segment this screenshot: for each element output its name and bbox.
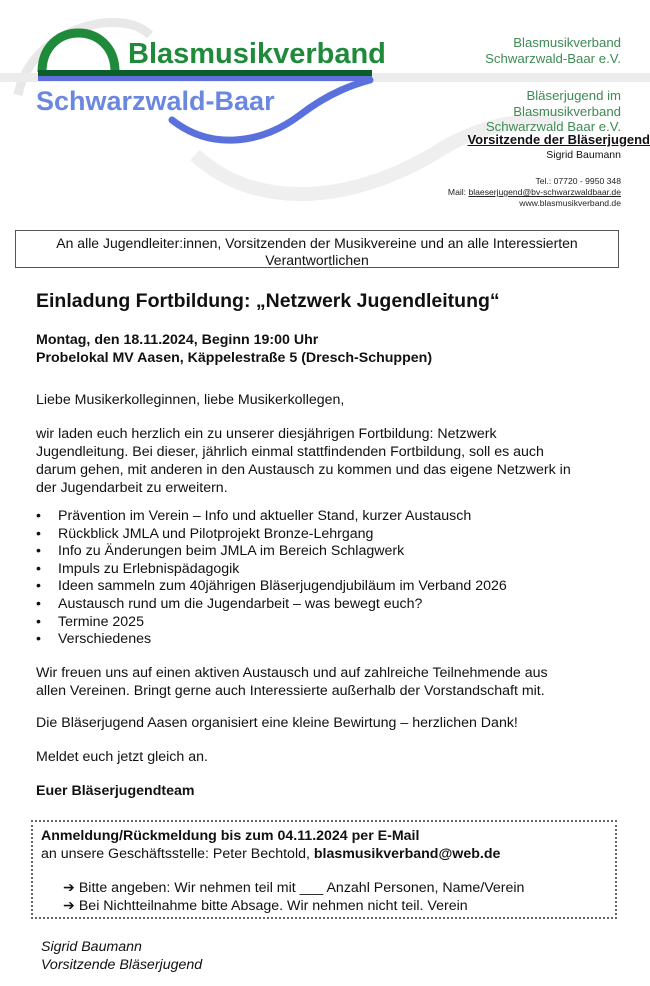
youth-line: Blasmusikverband bbox=[513, 103, 621, 119]
intro-line: Jugendleitung. Bei dieser, jährlich einmal stattfindenden Fortbildung, soll es auch bbox=[36, 444, 544, 460]
youth-address-block bbox=[486, 88, 621, 135]
youth-line: Bläserjugend im bbox=[526, 88, 621, 103]
agenda-list bbox=[36, 508, 507, 649]
signature-role: Vorsitzende Bläserjugend bbox=[41, 957, 203, 973]
recipients-line: An alle Jugendleiter:innen, Vorsitzenden der Musikvereine und an alle Interessierten bbox=[56, 235, 578, 251]
agenda-item-text: Termine 2025 bbox=[58, 613, 144, 630]
contact-mail-link[interactable]: blaeserjugend@bv-schwarzwaldbaar.de bbox=[468, 187, 621, 197]
intro-paragraph bbox=[36, 425, 616, 497]
signature-block bbox=[41, 938, 202, 974]
arrow-right-icon: ➔ bbox=[63, 897, 75, 914]
bullet-icon: • bbox=[36, 508, 41, 524]
arrow-right-icon: ➔ bbox=[63, 880, 75, 896]
contact-block bbox=[448, 176, 621, 209]
team-signature: Euer Bläserjugendteam bbox=[36, 783, 195, 799]
intro-line: darum gehen, mit anderen in den Austausch zu kommen und das eigene Netzwerk in bbox=[36, 462, 571, 478]
agenda-item bbox=[36, 596, 507, 614]
bullet-icon: • bbox=[36, 525, 41, 542]
recipients-box bbox=[15, 230, 619, 268]
agenda-item-text: Prävention im Verein – Info und aktueller Stand, kurzer Austausch bbox=[58, 508, 472, 524]
contact-mail-label: Mail: bbox=[447, 187, 469, 197]
bullet-icon: • bbox=[36, 595, 41, 612]
event-location: Probelokal MV Aasen, Käppelestraße 5 (Dresch-Schuppen) bbox=[36, 350, 433, 366]
bullet-icon: • bbox=[36, 631, 41, 648]
intro-line: der Jugendarbeit zu erweitern. bbox=[36, 480, 228, 496]
intro-line: wir laden euch herzlich ein zu unserer diesjährigen Fortbildung: Netzwerk bbox=[36, 426, 497, 442]
agenda-item bbox=[36, 631, 507, 649]
agenda-item bbox=[36, 508, 507, 526]
registration-item-text: Bei Nichtteilnahme bitte Absage. Wir nehmen nicht teil. Verein bbox=[78, 897, 468, 914]
agenda-item bbox=[36, 543, 507, 561]
agenda-item-text: Austausch rund um die Jugendarbeit – was bewegt euch? bbox=[58, 595, 423, 612]
registration-item bbox=[41, 898, 607, 916]
contact-tel: Tel.: 07720 - 9950 348 bbox=[535, 176, 621, 186]
agenda-item bbox=[36, 561, 507, 579]
registration-item bbox=[41, 880, 607, 898]
registration-email[interactable]: blasmusikverband@web.de bbox=[313, 845, 501, 862]
bullet-icon: • bbox=[36, 613, 41, 630]
logo-text-line2: Schwarzwald-Baar bbox=[36, 86, 275, 116]
logo-text-line1: Blasmusikverband bbox=[128, 38, 386, 70]
signature-name: Sigrid Baumann bbox=[41, 939, 142, 955]
call-to-action: Meldet euch jetzt gleich an. bbox=[36, 749, 208, 765]
event-details bbox=[36, 331, 432, 367]
agenda-item-text: Info zu Änderungen beim JMLA im Bereich Schlagwerk bbox=[58, 543, 405, 560]
agenda-item-text: Rückblick JMLA und Pilotprojekt Bronze-Lehrgang bbox=[58, 525, 374, 542]
agenda-item bbox=[36, 614, 507, 632]
bullet-icon: • bbox=[36, 578, 41, 595]
youth-line: Schwarzwald Baar e.V. bbox=[485, 119, 621, 135]
event-date: Montag, den 18.11.2024, Beginn 19:00 Uhr bbox=[36, 332, 319, 348]
logo-green-bar bbox=[38, 70, 372, 76]
bullet-icon: • bbox=[36, 560, 41, 577]
org-line: Blasmusikverband bbox=[513, 35, 621, 50]
chair-name: Sigrid Baumann bbox=[546, 149, 621, 161]
org-address-block bbox=[485, 35, 621, 66]
closing-paragraph bbox=[36, 664, 616, 700]
page-title: Einladung Fortbildung: „Netzwerk Jugendleitung“ bbox=[36, 290, 500, 312]
agenda-item-text: Ideen sammeln zum 40jährigen Bläserjugendjubiläum im Verband 2026 bbox=[58, 578, 507, 595]
greeting: Liebe Musikerkolleginnen, liebe Musikerkollegen, bbox=[36, 392, 345, 408]
chair-role-heading: Vorsitzende der Bläserjugend bbox=[467, 132, 650, 147]
catering-note: Die Bläserjugend Aasen organisiert eine kleine Bewirtung – herzlichen Dank! bbox=[36, 715, 518, 731]
closing-line: Wir freuen uns auf einen aktiven Austausch und auf zahlreiche Teilnehmende aus bbox=[36, 665, 548, 681]
logo-blue-bar bbox=[38, 76, 372, 81]
agenda-item bbox=[36, 526, 507, 544]
closing-line: allen Vereinen. Bringt gerne auch Interessierte außerhalb der Vorstandschaft mit. bbox=[36, 683, 545, 699]
org-line: Schwarzwald-Baar e.V. bbox=[485, 50, 621, 66]
logo-green-arch bbox=[42, 33, 115, 72]
agenda-item-text: Impuls zu Erlebnispädagogik bbox=[58, 560, 240, 577]
registration-box bbox=[31, 820, 617, 919]
registration-office bbox=[41, 846, 607, 864]
bullet-icon: • bbox=[36, 543, 41, 560]
contact-web[interactable]: www.blasmusikverband.de bbox=[519, 198, 621, 208]
agenda-item-text: Verschiedenes bbox=[58, 631, 152, 648]
agenda-item bbox=[36, 578, 507, 596]
registration-heading: Anmeldung/Rückmeldung bis zum 04.11.2024 per E-Mail bbox=[41, 828, 420, 844]
registration-office-text: an unsere Geschäftsstelle: Peter Bechtold, bbox=[41, 845, 314, 862]
contact-mail-row bbox=[448, 187, 621, 198]
registration-item-text: Bitte angeben: Wir nehmen teil mit ___ Anzahl Personen, Name/Verein bbox=[78, 880, 525, 896]
recipients-line: Verantwortlichen bbox=[265, 252, 369, 268]
